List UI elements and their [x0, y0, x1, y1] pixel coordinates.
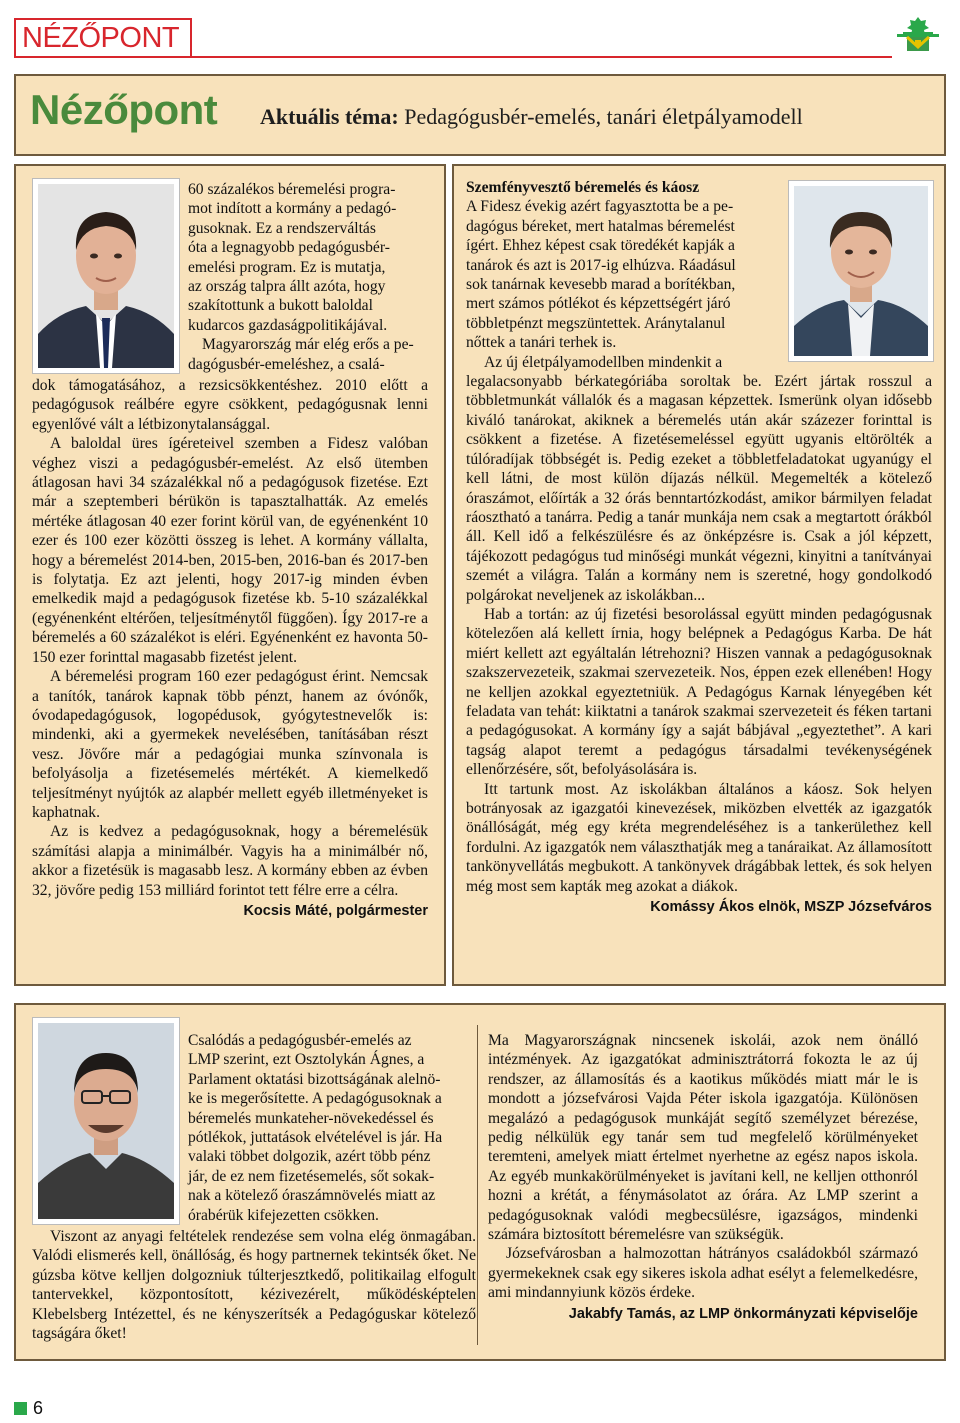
article-fidesz	[14, 164, 446, 986]
article2-wrap-5: sok tanárnak kevesebb marad a borítékban,	[466, 276, 736, 294]
article3-wrap-4: ke is megerősítette. A pedagógusoknak a	[188, 1090, 442, 1108]
topic-line	[260, 104, 803, 130]
article1-wrap-1: 60 százalékos béremelési progra-	[188, 181, 396, 198]
article3-wrap-2: LMP szerint, ezt Osztolykán Ágnes, a	[188, 1051, 425, 1069]
article2-wrap-9: Az új életpályamodellben mindenkit a	[484, 353, 723, 371]
article3-col2-paragraph-2: Józsefvárosban a halmozottan hátrányos családokból származó gyermekeknek csak egy sikeres iskola adhat esélyt a felemelkedésre, ami mindannyiunk közös érdeke.	[488, 1245, 918, 1302]
article1-wrap-6: az ország talpra állt azóta, hogy	[188, 278, 386, 296]
article3-signature: Jakabfy Tamás, az LMP önkormányzati képviselője	[568, 1305, 918, 1322]
article2-subheading: Szemfényvesztő béremelés és káosz	[466, 179, 700, 196]
article3-col2-paragraph-1: Ma Magyarországnak nincsenek iskolái, azok nem önálló intézmények. Az igazgatókat adminisztrátorrá fokozta le az új rendszer, az államosítás és a kaotikus működés miatt már le is mondott a józsefvárosi Vajda Péter iskola igazgatója. Különösen megalázó a pedagógusok munkáját segítő személyzet bérezése, pedig nélkülük egy tanár sem tud megfelelő körülményeket teremteni, amelyek miatt értelmet nyerhetne az egész napos iskola. Az egyéb munkakörülményeket is javítani kell, ne kelljen otthonról hozni a krétát, a fénymásolatot az órára. Az LMP szerint a pedagógusoknak valódi megbecsülésre, igazságos, mindenki számára biztosított béremelésre van szükségük.	[488, 1032, 918, 1244]
city-coat-of-arms-logo	[893, 14, 943, 60]
column-divider	[477, 1025, 478, 1345]
article-lmp	[14, 1003, 946, 1361]
article2-wrap-6: mert számos pótlékot és képzettségért járó	[466, 295, 731, 313]
article1-wrap-9: Magyarország már elég erős a pe-	[202, 336, 414, 354]
topic-label: Aktuális téma:	[260, 104, 399, 129]
article1-signature: Kocsis Máté, polgármester	[243, 902, 428, 919]
article1-paragraph-1: dok támogatásához, a rezsicsökkentéshez. 2010 előtt a pedagógusok reálbére egyre csökkent, pedagógusnak lenni egyenlővé vált a létbizonytalansággal.	[32, 377, 428, 433]
article2-wrap-7: többletpénzt megszüntettek. Aránytalanul	[466, 314, 726, 332]
title-panel	[14, 74, 946, 156]
article2-wrap-3: ígért. Ehhez képest csak töredékét kapják a	[466, 237, 735, 255]
article1-wrap-7: szakítottunk a bukott baloldal	[188, 297, 373, 315]
article3-wrap-5: béremelés munkateher-növekedéssel és	[188, 1109, 434, 1127]
article1-wrap-8: kudarcos gazdaságpolitikájával.	[188, 316, 388, 334]
topic-name: Pedagógusbér-emelés, tanári életpályamodell	[404, 104, 803, 129]
article1-wrap-2: mot indított a kormány a pedagó-	[188, 200, 397, 218]
article1-paragraph-3: A béremelési program 160 ezer pedagógust érint. Nemcsak a tanítók, tanárok kapnak több pénzt, hanem az óvónők, óvodapedagógusok, logopédusok, gyógytestnevelők is: mindenki, aki a gyermekek nevelésében, tanításában részt vesz. Jövőre már a pedagógiai munka színvonala is befolyásolja a fizetésemelés mértékét. A kiemelkedő teljesítményt nyújtók az alapbér mellett egyéb illetményeket is kaphatnak.	[32, 668, 428, 821]
article-mszp	[452, 164, 946, 986]
article3-wrap-6: pótlékok, juttatások elvételével is jár. Ha	[188, 1129, 443, 1147]
article3-wrap-1: Csalódás a pedagógusbér-emelés az	[188, 1032, 412, 1049]
article3-wrap-9: nak a kötelező óraszámnövelés miatt az	[188, 1187, 436, 1205]
article3-paragraph-2: Viszont az anyagi feltételek rendezése sem volna elég önmagában. Valódi elismerés kell, önállóság, és hogy partnernek tekintsék őket. Ne gúzsba kötve kelljen dolgozniuk túlterjesztkedő, politikailag elfogult tantervekkel, központosított, kézivezérelt, működésképtelen Klebelsberg Intézettel, és ne kényszerítsék a Pedagóguskar kötelező tagságára őket!	[32, 1228, 476, 1343]
page-title: Nézőpont	[30, 86, 218, 133]
article1-paragraph-2: A baloldal üres ígéreteivel szemben a Fidesz valóban véghez viszi a pedagógusbér-emelést. Az első ütemben átlagosan havi 34 százalékkal nő a pedagógusok fizetése. Ezt már a szeptemberi bérükön is tapasztalhatták. Az emelés mértéke átlagosan 40 ezer forint körül van, de egyénenként 10 ezer és 100 ezer közötti összeg is lehet. A kormány vállalta, hogy a béremelést 2014-ben, 2015-ben, 2016-ban és 2017-ben is folytatja. Ez azt jelenti, hogy 2017-ig minden évben emelkedik majd a pedagógusok fizetése kb. 5-10 százalékkal (egyénenként eltérően, teljesítménytől függően). Így 2017-re a béremelés a 60 százalékot is eléri. Egyénenként ez havonta 50-150 ezer forinttal magasabb fizetést jelent.	[32, 435, 428, 666]
article2-wrap-8: nőttek a tanári terhek is.	[466, 334, 617, 352]
article1-wrap-5: emelési program. Ez is mutatja,	[188, 258, 386, 276]
article2-paragraph-2: legalacsonyabb bérkategóriába soroltak be. Ezért jártak rosszul a többletmunkát vállalók és a magasan képzettek. Ismerünk olyan idősebb kiváló tanárokat, akiknek a béremelés után akár százezer forinttal is csökkent a fizetése. A fizetésemeléssel együtt ugyanis eltörölték a túlóradíjak többségét is. Pedig ezeket a többletfeladatokat ugyanúgy el kell látni, de most külön díjazás nélkül. Megemelték a kötelező óraszámot, előírták a 32 órás benntartózkodást, amikor bármilyen feladat ráosztható a tanárra. Pedig a tanár munkája nem csak a megtartott órákból áll. Kell idő a felkészülésre és az önképzésre is. Csak a jól képzett, tájékozott pedagógus tud minőségi munkát végezni, kinyitni a tanítványai szemét a világra. Talán a kormány nem is szeretné, hogy gondolkodó polgárokat neveljenek az iskolákban...	[466, 373, 932, 604]
article1-wrap-10: dagógusbér-emeléshez, a csalá-	[188, 355, 385, 373]
article1-wrap-4: óta a legnagyobb pedagógusbér-	[188, 239, 390, 257]
article2-wrap-4: tanárok és azt is 2017-ig elhúzva. Ráadásul	[466, 256, 736, 274]
article1-wrap-3: gusoknak. Ez a rendszerváltás	[188, 219, 376, 237]
page-number-marker	[14, 1402, 27, 1415]
article3-wrap-10: órabérük kifejezetten csökken.	[188, 1206, 379, 1224]
article3-wrap-8: jár, de ez nem fizetésemelés, sőt sokak-	[188, 1167, 435, 1185]
article2-wrap-2: dagógus béreket, mert hatalmas béremelést	[466, 217, 735, 235]
header-rule	[192, 56, 892, 58]
page-number: 6	[33, 1398, 44, 1418]
article3-wrap-7: valaki többet dolgozik, azért több pénz	[188, 1148, 431, 1166]
article3-wrap-3: Parlament oktatási bizottságának alelnö-	[188, 1070, 441, 1088]
section-header-label: NÉZŐPONT	[22, 22, 180, 54]
article2-signature: Komássy Ákos elnök, MSZP Józsefváros	[650, 899, 932, 916]
article2-paragraph-4: Itt tartunk most. Az iskolákban általános a káosz. Sok helyen botrányosak az igazgatói kinevezések, miközben elvették az igazgatók önállóságát, még egy kréta megrendeléséhez is a tankerülethez kell fordulni. Az igazgatók nem választhatják meg a tanáraikat. Az államosított tankönyvellátás megbukott. A tankönyvek drágábbak lettek, és sok helyen még most sem kapták meg azokat a diákok.	[466, 780, 932, 895]
article2-wrap-1: A Fidesz évekig azért fagyasztotta be a pe-	[466, 198, 734, 216]
article2-paragraph-3: Hab a tortán: az új fizetési besorolással együtt minden pedagógusnak kötelezően alá kellett írnia, hogy belépnek a Pedagógus Karba. De hát miért kellett azt egyáltalán létrehozni? Hiszen vannak a pedagógusoknak szakszervezeteik, szakmai szervezeteik. Nos, éppen ezek ellenében! Hogy ne kelljen azokkal egyeztetniük. A Pedagógus Karnak lényegében két feladata van tehát: kiiktatni a tanárok szakmai szervezeteit és féken tartani a pedagógusokat. A kormány így a saját bábjával „egyeztethet”. A kari tagság alapot teremt a pedagógus társadalmi tevékenységének ellenőrzésére, sőt, befolyásolására is.	[466, 605, 932, 779]
article1-paragraph-4: Az is kedvez a pedagógusoknak, hogy a béremelésük számítási alapja a minimálbér. Vagyis ha a minimálbér nő, akkor a fizetésük is magasabb lesz. A kormány ebben az évben 32, jövőre pedig 153 milliárd forintot tett félre erre a célra.	[32, 823, 428, 899]
section-header	[14, 18, 192, 58]
